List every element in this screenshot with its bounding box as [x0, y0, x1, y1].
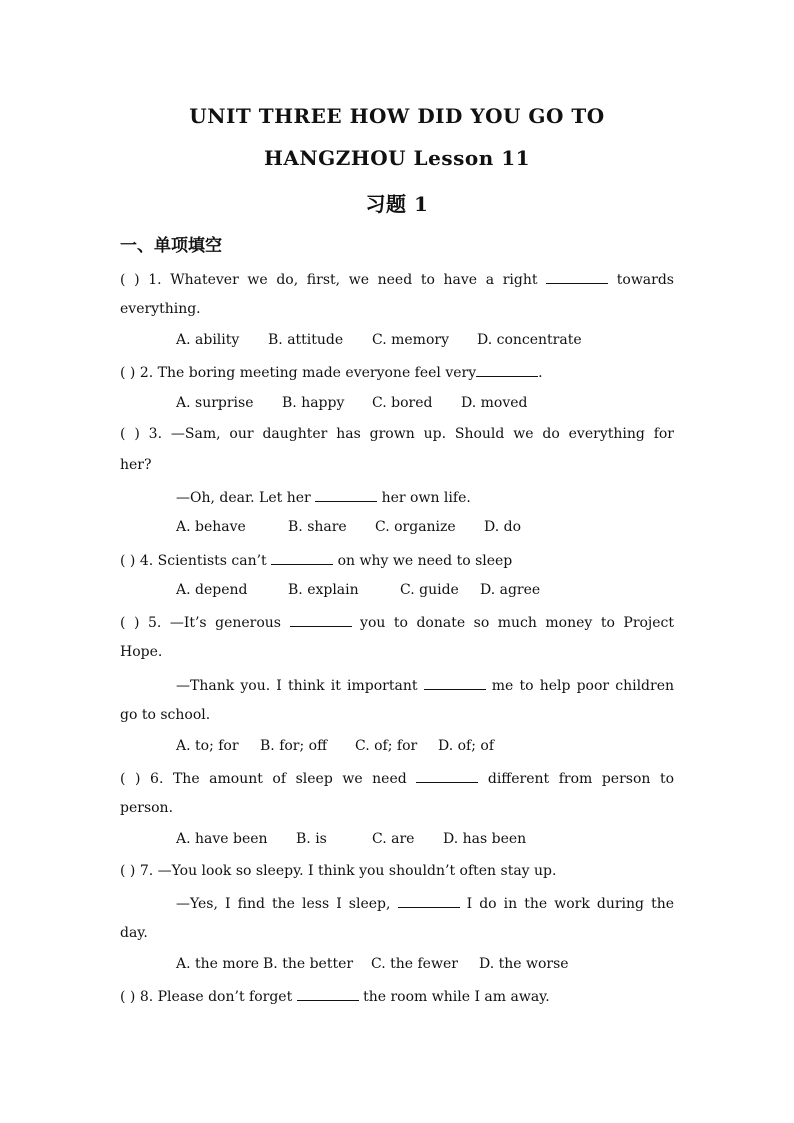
- answer-paren[interactable]: ( ): [120, 771, 141, 787]
- question-stem-end: .: [538, 365, 543, 381]
- question-stem: 2. The boring meeting made everyone feel very: [139, 365, 477, 381]
- title-line-1: UNIT THREE HOW DID YOU GO TO: [189, 104, 605, 128]
- option-a[interactable]: A. the more: [176, 956, 260, 972]
- option-b[interactable]: B. share: [288, 519, 347, 535]
- answer-paren[interactable]: ( ): [120, 989, 136, 1005]
- option-c[interactable]: C. organize: [375, 519, 456, 535]
- question-5-reply: [176, 675, 674, 695]
- answer-blank[interactable]: [271, 550, 333, 565]
- reply-text: —Thank you. I think it important: [176, 678, 418, 694]
- answer-blank[interactable]: [315, 487, 377, 502]
- subtitle: 习题 1: [365, 192, 429, 216]
- option-a[interactable]: A. have been: [176, 831, 268, 847]
- answer-blank[interactable]: [297, 986, 359, 1001]
- answer-paren[interactable]: ( ): [120, 863, 136, 879]
- question-stem-end: towards: [616, 272, 674, 288]
- option-d[interactable]: D. do: [484, 519, 522, 535]
- question-1-continuation: everything.: [120, 301, 201, 317]
- question-stem-end: the room while I am away.: [363, 989, 550, 1005]
- question-1: [120, 269, 674, 289]
- option-d[interactable]: D. moved: [461, 395, 528, 411]
- question-3: [120, 425, 674, 443]
- answer-paren[interactable]: ( ): [120, 553, 136, 569]
- answer-blank[interactable]: [476, 362, 538, 377]
- question-stem: 7. —You look so sleepy. I think you shouldn’t often stay up.: [139, 863, 557, 879]
- question-6-continuation: person.: [120, 800, 174, 816]
- question-stem: 5. —It’s generous: [147, 615, 281, 631]
- option-b[interactable]: B. the better: [263, 956, 354, 972]
- section-heading: 一、单项填空: [120, 236, 222, 256]
- option-b[interactable]: B. is: [296, 831, 327, 847]
- reply-text-end: her own life.: [381, 490, 471, 506]
- question-stem: 1. Whatever we do, first, we need to have a right: [148, 272, 538, 288]
- option-b[interactable]: B. attitude: [268, 332, 344, 348]
- answer-blank[interactable]: [424, 675, 486, 690]
- option-c[interactable]: C. guide: [400, 582, 459, 598]
- answer-blank[interactable]: [546, 269, 608, 284]
- answer-paren[interactable]: ( ): [120, 615, 140, 631]
- question-stem: 6. The amount of sleep we need: [150, 771, 407, 787]
- answer-paren[interactable]: ( ): [120, 272, 140, 288]
- question-stem: 8. Please don’t forget: [139, 989, 293, 1005]
- option-a[interactable]: A. behave: [176, 519, 246, 535]
- option-c[interactable]: C. of; for: [355, 738, 418, 754]
- question-3-reply: [176, 487, 674, 507]
- question-stem: 4. Scientists can’t: [139, 553, 267, 569]
- option-d[interactable]: D. concentrate: [477, 332, 582, 348]
- question-5-reply-continuation: go to school.: [120, 707, 211, 723]
- option-c[interactable]: C. are: [372, 831, 415, 847]
- question-4: [120, 550, 674, 570]
- question-2: [120, 362, 674, 382]
- option-c[interactable]: C. the fewer: [371, 956, 458, 972]
- question-stem-end: on why we need to sleep: [337, 553, 513, 569]
- question-stem-end: different from person to: [487, 771, 675, 787]
- question-stem-end: you to donate so much money to Project: [360, 615, 675, 631]
- option-b[interactable]: B. for; off: [260, 738, 328, 754]
- option-a[interactable]: A. to; for: [176, 738, 239, 754]
- reply-text-end: me to help poor children: [491, 678, 675, 694]
- answer-paren[interactable]: ( ): [120, 426, 140, 442]
- option-c[interactable]: C. memory: [372, 332, 449, 348]
- option-b[interactable]: B. explain: [288, 582, 359, 598]
- question-7: [120, 862, 674, 880]
- option-a[interactable]: A. surprise: [176, 395, 254, 411]
- option-d[interactable]: D. the worse: [479, 956, 569, 972]
- option-a[interactable]: A. ability: [176, 332, 240, 348]
- question-3-continuation: her?: [120, 457, 152, 473]
- question-stem: 3. —Sam, our daughter has grown up. Should we do everything for: [148, 426, 674, 442]
- option-d[interactable]: D. agree: [480, 582, 541, 598]
- option-d[interactable]: D. has been: [443, 831, 527, 847]
- question-7-reply-continuation: day.: [120, 925, 148, 941]
- answer-blank[interactable]: [416, 768, 478, 783]
- reply-text: —Oh, dear. Let her: [176, 490, 311, 506]
- reply-text-end: I do in the work during the: [466, 896, 675, 912]
- question-5: [120, 612, 674, 632]
- question-7-reply: [176, 893, 674, 913]
- option-b[interactable]: B. happy: [282, 395, 345, 411]
- question-5-continuation: Hope.: [120, 644, 163, 660]
- answer-paren[interactable]: ( ): [120, 365, 136, 381]
- question-8: [120, 986, 674, 1006]
- option-c[interactable]: C. bored: [372, 395, 433, 411]
- reply-text: —Yes, I find the less I sleep,: [176, 896, 391, 912]
- title-line-2: HANGZHOU Lesson 11: [263, 146, 531, 170]
- option-d[interactable]: D. of; of: [438, 738, 495, 754]
- question-6: [120, 768, 674, 788]
- option-a[interactable]: A. depend: [176, 582, 248, 598]
- answer-blank[interactable]: [290, 612, 352, 627]
- answer-blank[interactable]: [398, 893, 460, 908]
